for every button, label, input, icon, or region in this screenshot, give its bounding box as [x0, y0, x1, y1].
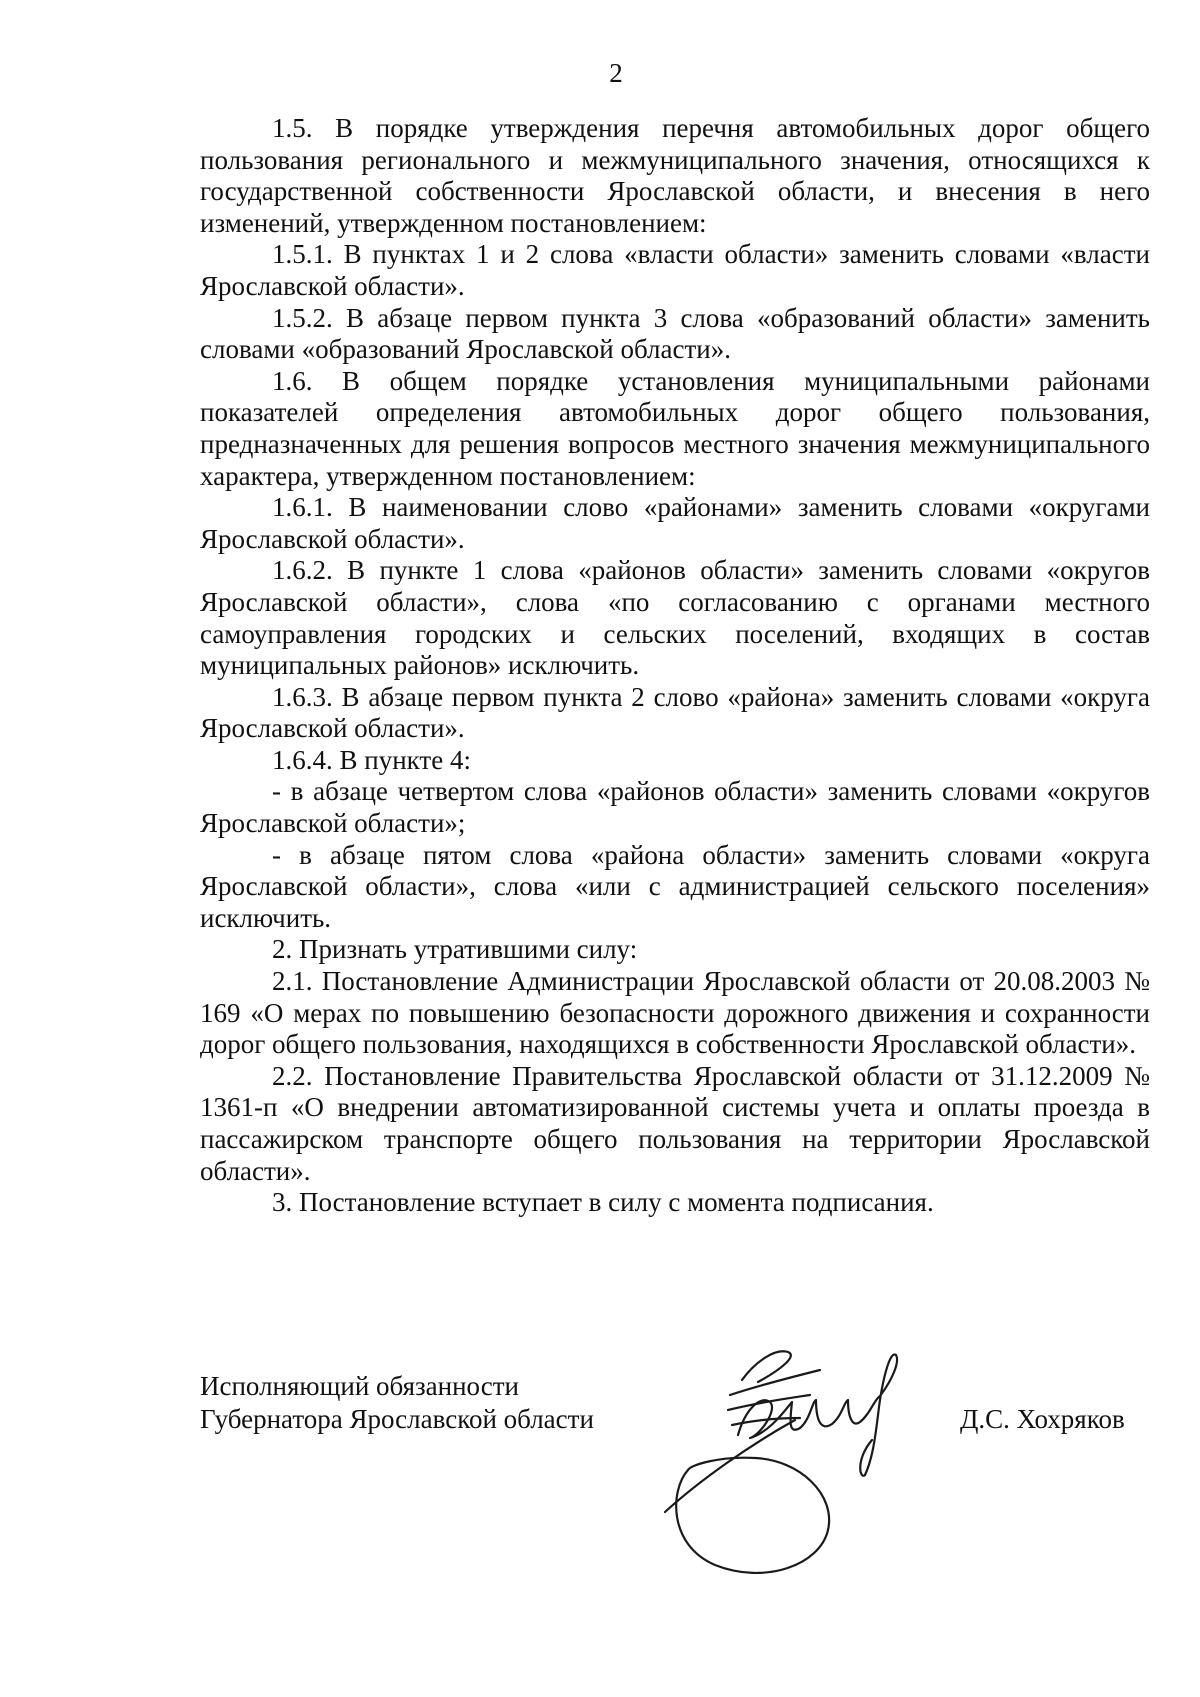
paragraph-1-5-2: 1.5.2. В абзаце первом пункта 3 слова «образований области» заменить словами «образований Ярославской области». [200, 302, 1150, 365]
paragraph-1-6-4-item-1: - в абзаце четвертом слова «районов области» заменить словами «округов Ярославской области»; [200, 776, 1150, 839]
paragraph-3: 3. Постановление вступает в силу с момента подписания. [272, 1187, 934, 1218]
paragraph-1-6-2: 1.6.2. В пункте 1 слова «районов области» заменить словами «округов Ярославской области», слова «по согласованию с органами местного самоуправления городских и сельских поселений, входящих в состав муниципальных районов» исключить. [200, 555, 1150, 681]
handwritten-signature [660, 1340, 940, 1580]
paragraph-1-5: 1.5. В порядке утверждения перечня автомобильных дорог общего пользования регионального и межмуниципального значения, относящихся к государственной собственности Ярославской области, и внесения в него изменений, утвержденном постановлением: [200, 113, 1150, 238]
paragraph-1-6-4-item-2: - в абзаце пятом слова «района области» заменить словами «округа Ярославской области», слова «или с администрацией сельского поселения» исключить. [200, 839, 1150, 933]
paragraph-1-6-4: 1.6.4. В пункте 4: [272, 744, 471, 775]
signatory-position-line-2: Губернатора Ярославской области [200, 1404, 594, 1434]
paragraph-1-6: 1.6. В общем порядке установления муниципальными районами показателей определения автомобильных дорог общего пользования, предназначенных для решения вопросов местного значения межмуниципального характера, утвержденном постановлением: [200, 365, 1150, 491]
signatory-position-line-1: Исполняющий обязанности [200, 1371, 519, 1401]
paragraph-1-6-3: 1.6.3. В абзаце первом пункта 2 слово «района» заменить словами «округа Ярославской области». [200, 681, 1150, 744]
paragraph-2-2: 2.2. Постановление Правительства Ярославской области от 31.12.2009 № 1361-п «О внедрении автоматизированной системы учета и оплаты проезда в пассажирском транспорте общего пользования на территории Ярославской области». [200, 1060, 1150, 1186]
signature-block [0, 1370, 1200, 1630]
signatory-name: Д.С. Хохряков [960, 1404, 1125, 1434]
paragraph-2: 2. Признать утратившими силу: [272, 934, 638, 965]
document-body [200, 113, 1150, 1219]
paragraph-1-5-1: 1.5.1. В пунктах 1 и 2 слова «власти области» заменить словами «власти Ярославской области». [200, 239, 1150, 301]
page-number: 2 [609, 58, 623, 88]
paragraph-1-6-1: 1.6.1. В наименовании слово «районами» заменить словами «округами Ярославской области». [200, 492, 1150, 554]
signatory-position [200, 1370, 594, 1436]
paragraph-2-1: 2.1. Постановление Администрации Ярославской области от 20.08.2003 № 169 «О мерах по повышению безопасности дорожного движения и сохранности дорог общего пользования, находящихся в собственности Ярославской области». [200, 966, 1150, 1060]
